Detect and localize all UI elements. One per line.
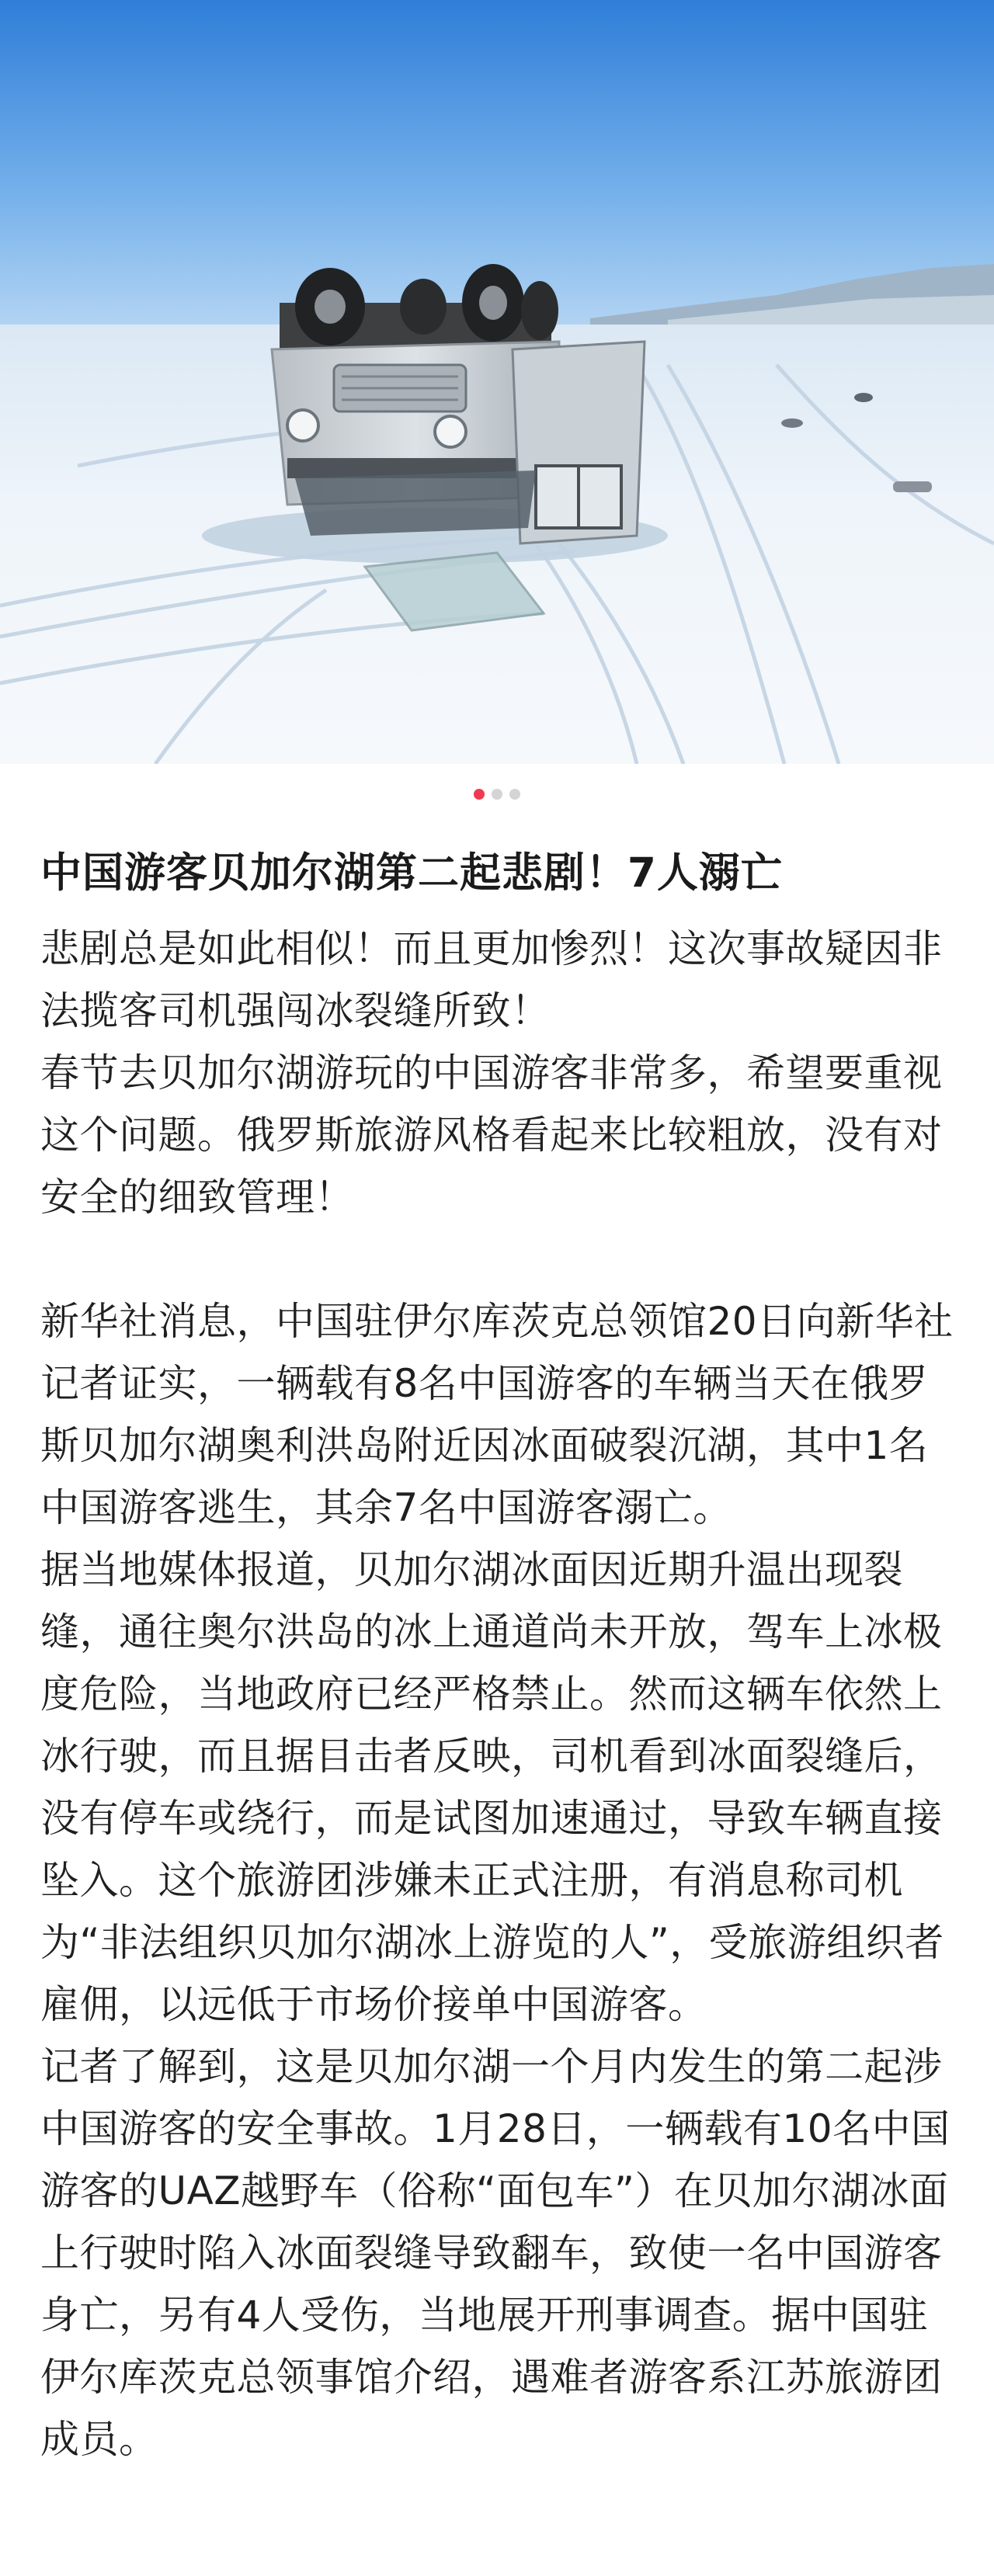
overturned-van-photo [0, 0, 994, 764]
paragraph-1: 悲剧总是如此相似！而且更加惨烈！这次事故疑因非法揽客司机强闯冰裂缝所致！ [40, 926, 943, 1033]
paragraph-3: 新华社消息，中国驻伊尔库茨克总领馆20日向新华社记者证实，一辆载有8名中国游客的车辆当天在俄罗斯贝加尔湖奥利洪岛附近因冰面破裂沉湖，其中1名中国游客逃生，其余7名中国游客溺亡。 [40, 1299, 954, 1530]
carousel-dot-3[interactable] [509, 789, 520, 800]
paragraph-gap [40, 1228, 957, 1290]
carousel-dot-1[interactable] [474, 789, 485, 800]
carousel-dot-2[interactable] [492, 789, 502, 800]
paragraph-5: 记者了解到，这是贝加尔湖一个月内发生的第二起涉中国游客的安全事故。1月28日，一辆载有10名中国游客的UAZ越野车（俗称“面包车”）在贝加尔湖冰面上行驶时陷入冰面裂缝导致翻车，致使一名中国游客身亡，另有4人受伤，当地展开刑事调查。据中国驻伊尔库茨克总领事馆介绍，遇难者游客系江苏旅游团成员。 [40, 2044, 951, 2462]
post-body [40, 843, 957, 2470]
post-image[interactable] [0, 0, 994, 764]
paragraph-4: 据当地媒体报道，贝加尔湖冰面因近期升温出现裂缝，通往奥尔洪岛的冰上通道尚未开放，驾车上冰极度危险，当地政府已经严格禁止。然而这辆车依然上冰行驶，而且据目击者反映，司机看到冰面裂缝后，没有停车或绕行，而是试图加速通过，导致车辆直接坠入。这个旅游团涉嫌未正式注册，有消息称司机为“非法组织贝加尔湖冰上游览的人”，受旅游组织者雇佣，以远低于市场价接单中国游客。 [40, 1547, 944, 2027]
carousel-indicator[interactable] [0, 789, 994, 800]
paragraph-2: 春节去贝加尔湖游玩的中国游客非常多，希望要重视这个问题。俄罗斯旅游风格看起来比较粗放，没有对安全的细致管理！ [40, 1050, 943, 1220]
post-title: 中国游客贝加尔湖第二起悲剧！7人溺亡 [40, 849, 783, 897]
